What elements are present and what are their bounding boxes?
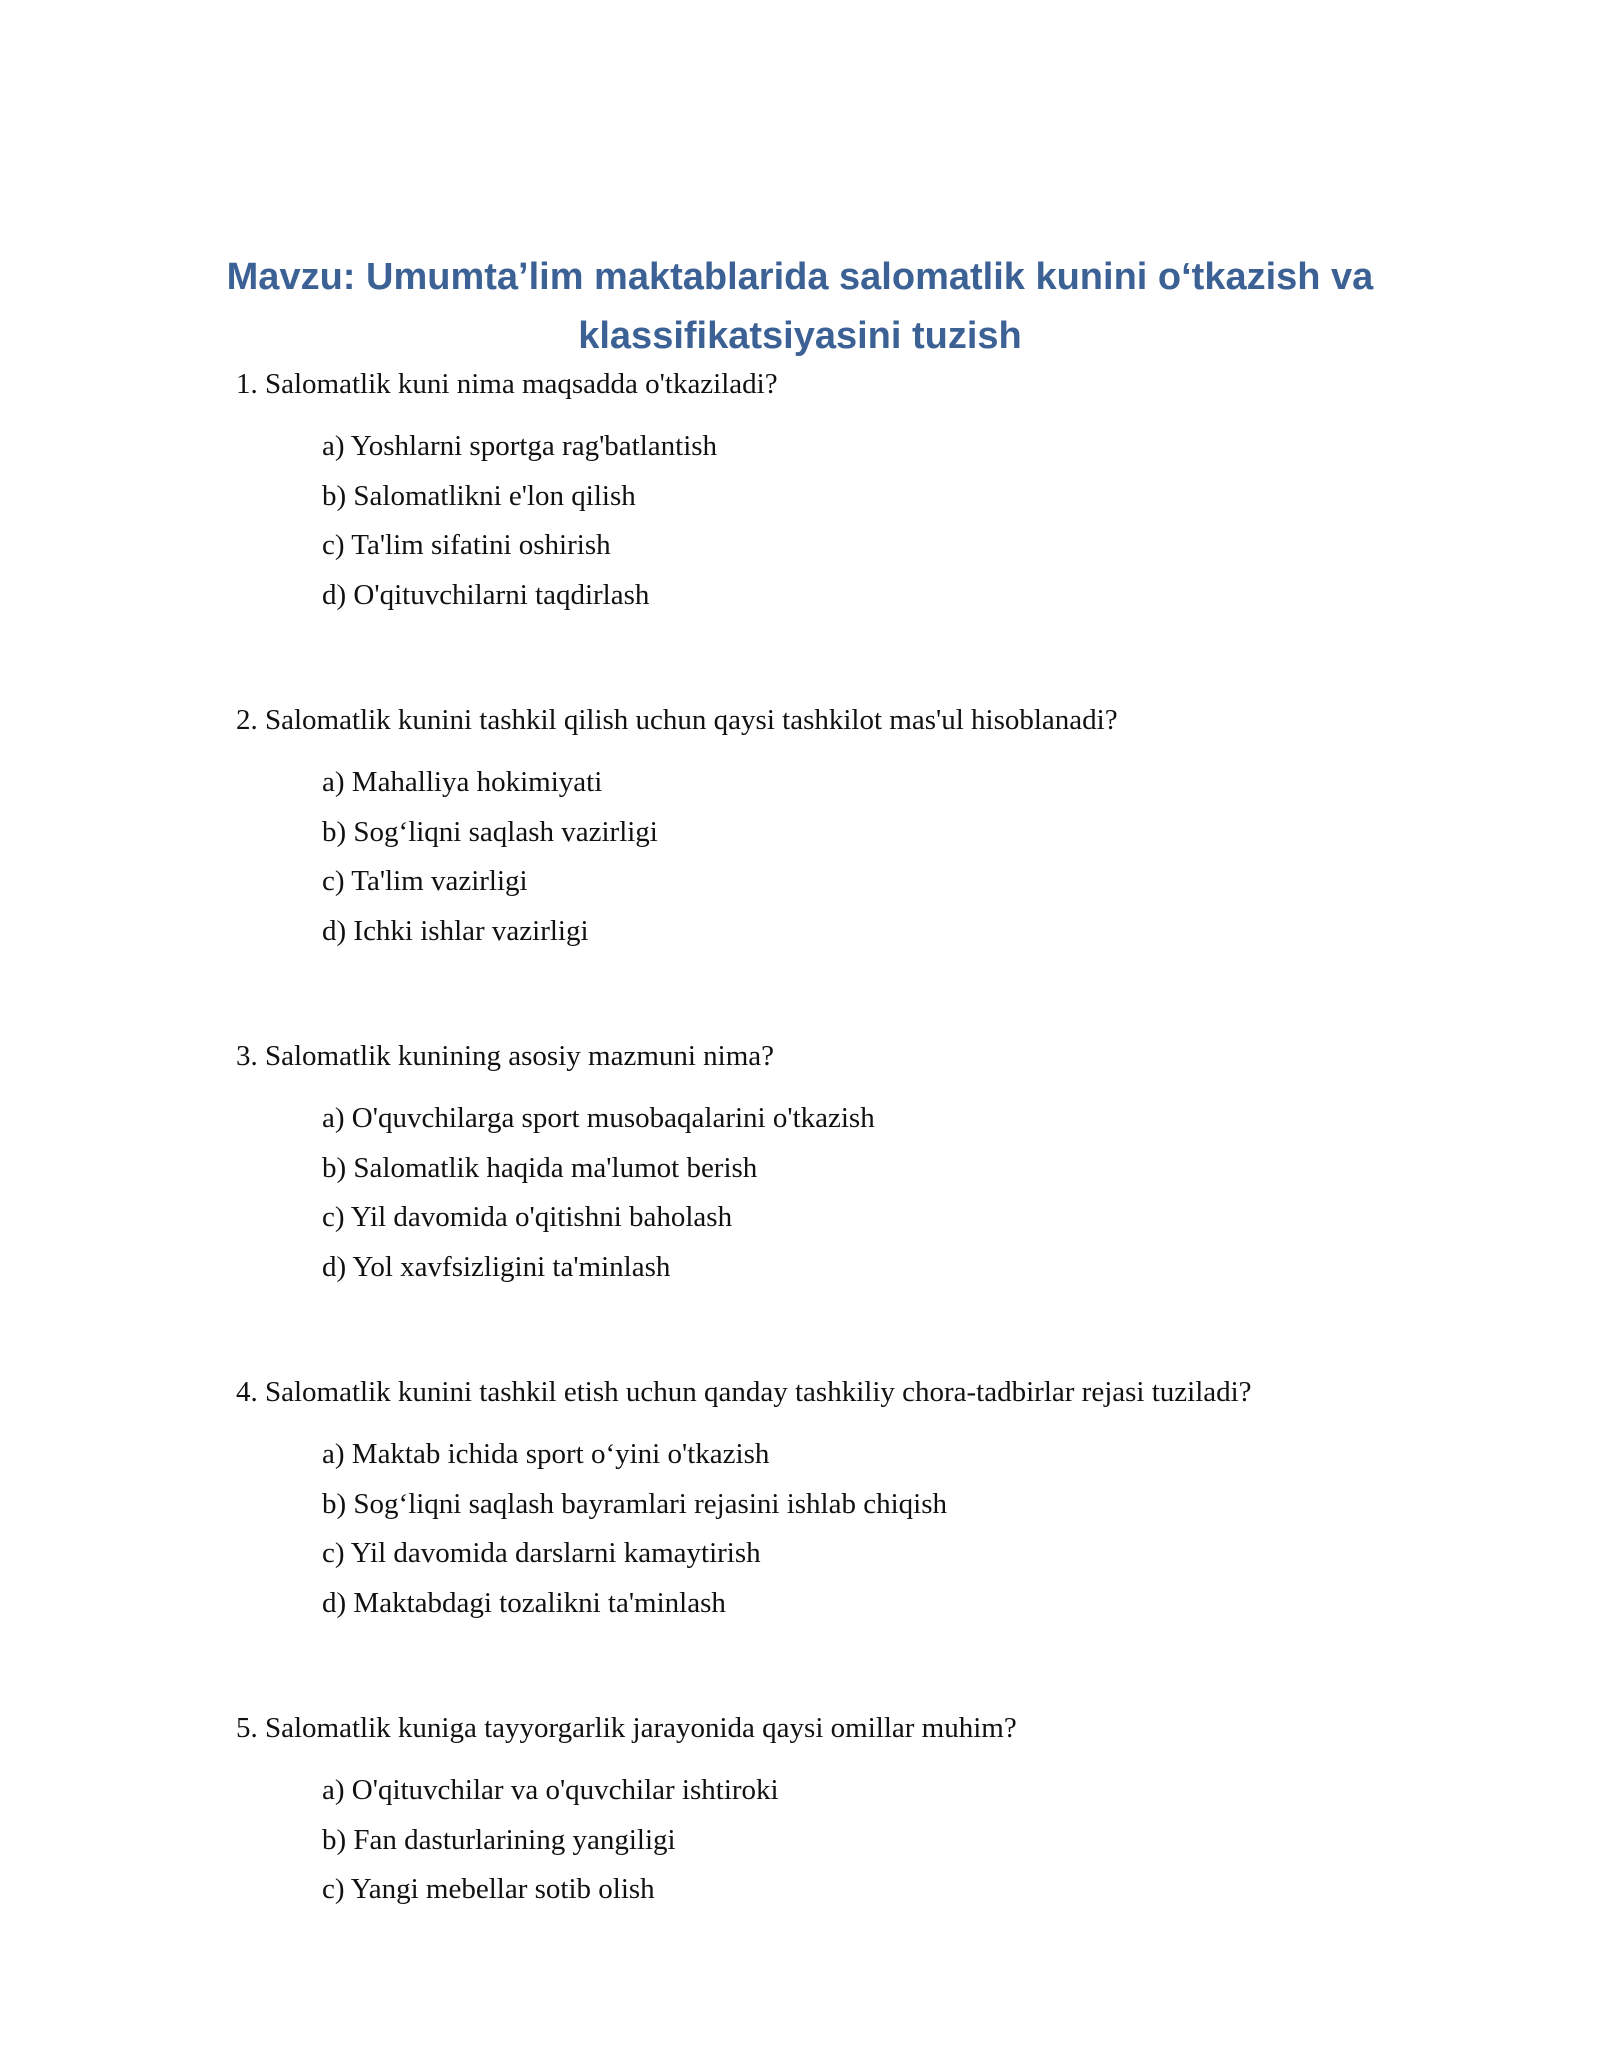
title-line-1: Mavzu: Umumta’lim maktablarida salomatlik kunini o‘tkazish va: [226, 256, 1374, 298]
question-text: 4. Salomatlik kunini tashkil etish uchun qanday tashkiliy chora-tadbirlar rejasi tuziladi?: [236, 1376, 1252, 1408]
option-c: c) Yil davomida o'qitishni baholash: [322, 1201, 733, 1233]
option-b: b) Fan dasturlarining yangiligi: [322, 1823, 676, 1856]
option-d: d) Ichki ishlar vazirligi: [322, 914, 589, 947]
option-a: a) Mahalliya hokimiyati: [322, 766, 603, 798]
question-text: 5. Salomatlik kuniga tayyorgarlik jarayonida qaysi omillar muhim?: [236, 1712, 1017, 1744]
option-c: c) Ta'lim vazirligi: [322, 865, 528, 897]
question-5: [236, 1710, 1436, 1915]
document-title: [200, 248, 1400, 366]
question-list: [236, 366, 1436, 1915]
option-b: b) Sog‘liqni saqlash vazirligi: [322, 815, 658, 848]
option-b: b) Sog‘liqni saqlash bayramlari rejasini ishlab chiqish: [322, 1487, 947, 1520]
option-d: d) O'qituvchilarni taqdirlash: [322, 578, 650, 611]
option-a: a) Yoshlarni sportga rag'batlantish: [322, 430, 718, 462]
title-line-2: klassifikatsiyasini tuzish: [578, 315, 1022, 357]
option-a: a) O'qituvchilar va o'quvchilar ishtiroki: [322, 1774, 779, 1806]
option-c: c) Yil davomida darslarni kamaytirish: [322, 1537, 761, 1569]
question-1: [236, 366, 1436, 620]
option-a: a) O'quvchilarga sport musobaqalarini o'tkazish: [322, 1102, 875, 1134]
question-4: [236, 1374, 1436, 1628]
question-text: 3. Salomatlik kunining asosiy mazmuni nima?: [236, 1040, 775, 1072]
option-d: d) Yol xavfsizligini ta'minlash: [322, 1250, 671, 1283]
question-text: 1. Salomatlik kuni nima maqsadda o'tkaziladi?: [236, 368, 778, 400]
option-b: b) Salomatlik haqida ma'lumot berish: [322, 1151, 758, 1184]
question-2: [236, 702, 1436, 956]
answer-options: [236, 758, 1436, 956]
option-a: a) Maktab ichida sport o‘yini o'tkazish: [322, 1438, 770, 1470]
option-b: b) Salomatlikni e'lon qilish: [322, 479, 636, 512]
answer-options: [236, 1766, 1436, 1915]
option-d: d) Maktabdagi tozalikni ta'minlash: [322, 1586, 726, 1619]
answer-options: [236, 1430, 1436, 1628]
question-3: [236, 1038, 1436, 1292]
option-c: c) Ta'lim sifatini oshirish: [322, 529, 611, 561]
option-c: c) Yangi mebellar sotib olish: [322, 1873, 655, 1905]
question-text: 2. Salomatlik kunini tashkil qilish uchun qaysi tashkilot mas'ul hisoblanadi?: [236, 704, 1118, 736]
answer-options: [236, 1094, 1436, 1292]
answer-options: [236, 422, 1436, 620]
